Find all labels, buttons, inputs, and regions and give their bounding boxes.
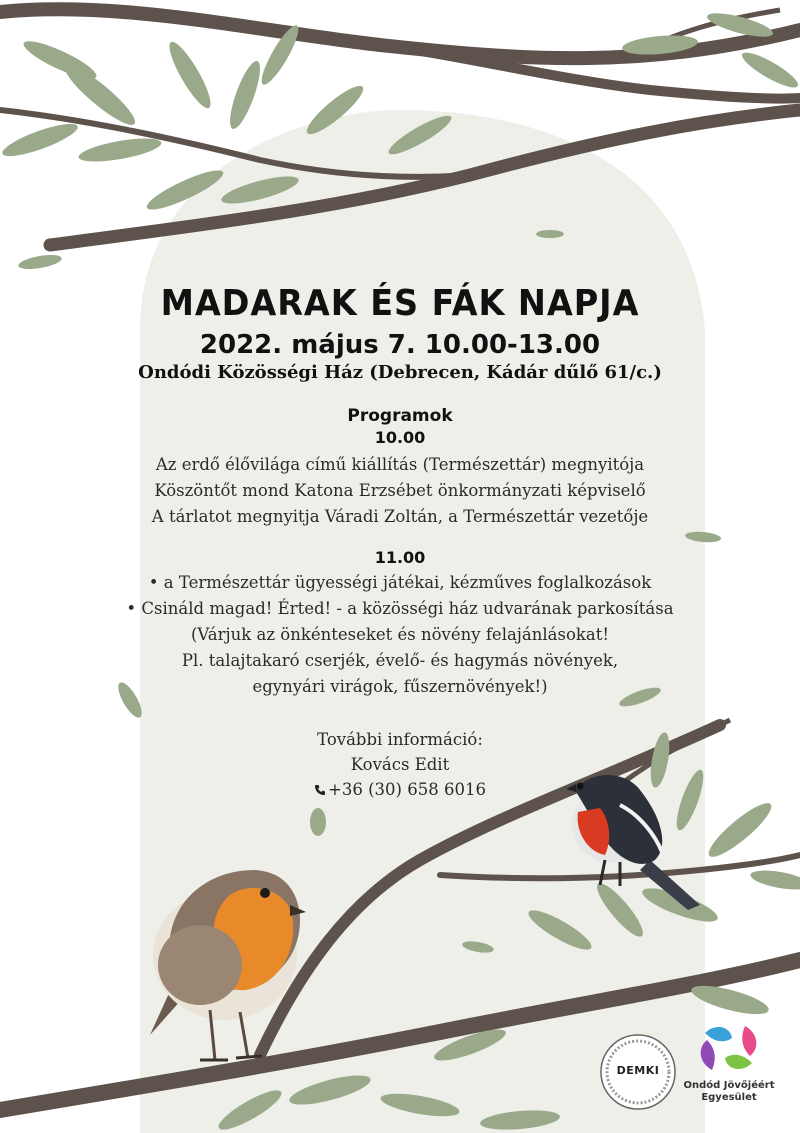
event-venue: Ondódi Közösségi Ház (Debrecen, Kádár dűlő 61/c.)	[138, 362, 662, 383]
program-line: Köszöntőt mond Katona Erzsébet önkormányzati képviselő	[154, 481, 646, 500]
program-line: • Csináld magad! Érted! - a közösségi ház udvarának parkosítása	[126, 599, 674, 618]
contact-heading: További információ:	[317, 730, 483, 749]
ondod-logo-text: Ondód Jövőjéért Egyesület	[683, 1080, 775, 1103]
event-date-time: 2022. május 7. 10.00-13.00	[199, 330, 601, 360]
program-line: Az erdő élővilága című kiállítás (Természettár) megnyitója	[155, 455, 645, 474]
programs-heading: Programok	[347, 406, 453, 426]
contact-phone: +36 (30) 658 6016	[328, 780, 486, 799]
demki-logo-text: DEMKI	[616, 1064, 660, 1077]
program-line: • a Természettár ügyességi játékai, kézműves foglalkozások	[148, 573, 652, 592]
program-time-1: 10.00	[374, 428, 426, 447]
program-block-2	[0, 570, 800, 700]
contact-phone-row	[0, 777, 800, 802]
program-time-2-wrap	[0, 548, 800, 567]
programs-header	[0, 405, 800, 449]
program-line: egynyári virágok, fűszernövények!)	[252, 677, 548, 696]
program-time-2: 11.00	[374, 548, 426, 567]
program-line: A tárlatot megnyitja Váradi Zoltán, a Természettár vezetője	[151, 507, 649, 526]
program-block-1	[0, 452, 800, 530]
program-line: (Várjuk az önkénteseket és növény felajánlásokat!	[190, 625, 610, 644]
program-line: Pl. talajtakaró cserjék, évelő- és hagymás növények,	[181, 651, 619, 670]
ondod-egyesulet-logo	[690, 1018, 768, 1078]
phone-icon	[314, 784, 326, 796]
poster-title: MADARAK ÉS FÁK NAPJA	[160, 283, 640, 324]
contact-info	[0, 727, 800, 802]
contact-name: Kovács Edit	[350, 755, 450, 774]
